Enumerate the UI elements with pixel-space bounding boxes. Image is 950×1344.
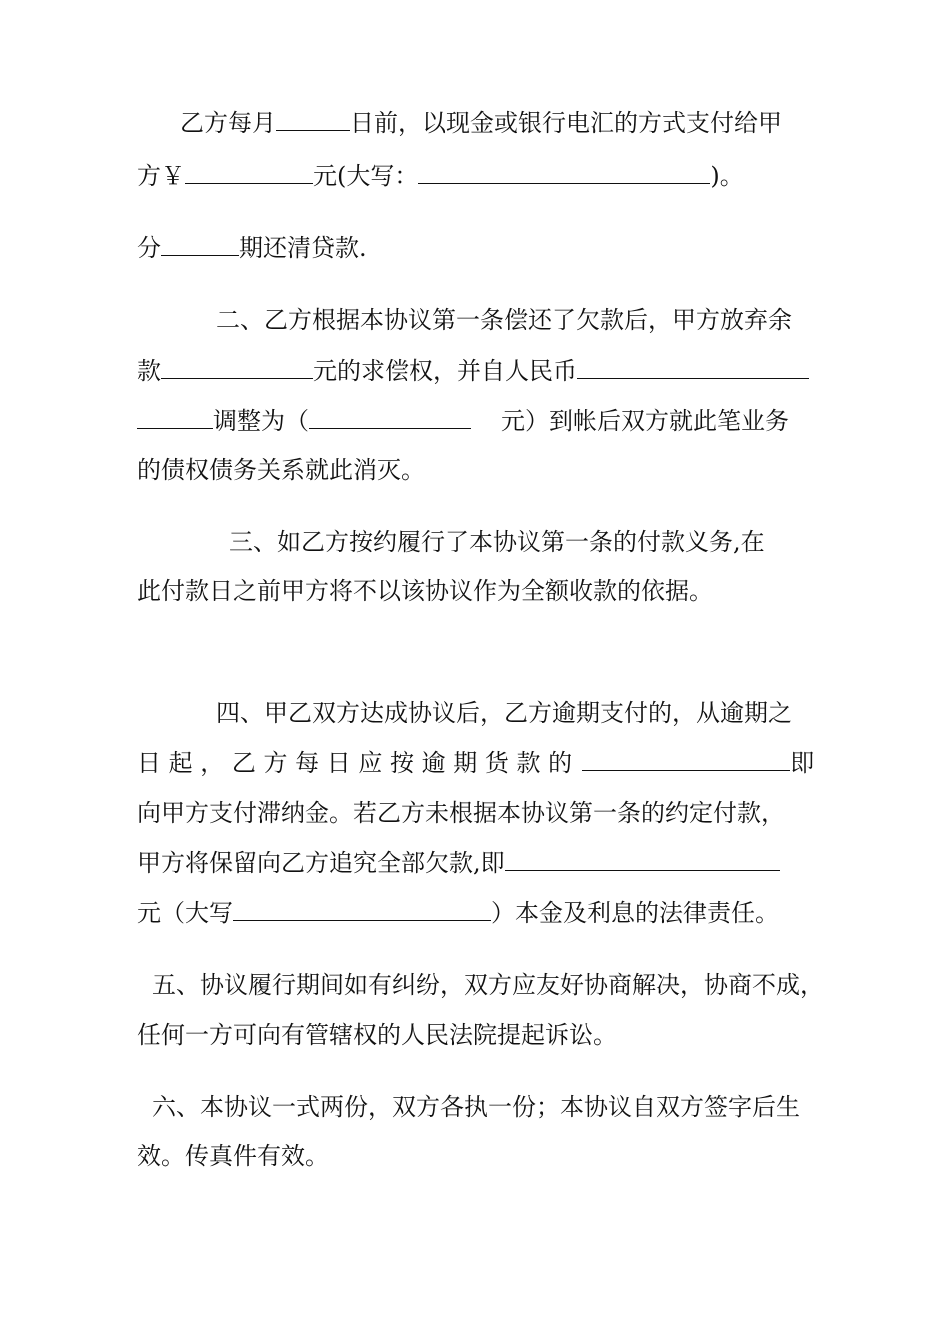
text: 四、甲乙双方达成协议后，乙方逾期支付的，从逾期之 bbox=[216, 699, 792, 727]
amount-blank[interactable] bbox=[185, 163, 313, 184]
text: 日前，以现金或银行电汇的方式支付给甲 bbox=[350, 109, 782, 137]
day-blank[interactable] bbox=[276, 110, 350, 131]
text: 款 bbox=[137, 357, 161, 385]
clause-2-line-1 bbox=[216, 305, 792, 335]
clause-4-line-1 bbox=[216, 698, 792, 728]
clause-5-line-1 bbox=[152, 970, 824, 1000]
text: 六、本协议一式两份，双方各执一份；本协议自双方签字后生 bbox=[152, 1093, 800, 1121]
adjust-blank[interactable] bbox=[137, 408, 213, 429]
installments-blank[interactable] bbox=[161, 235, 239, 256]
text: 元的求偿权，并自人民币 bbox=[313, 357, 577, 385]
clause-4-line-2 bbox=[137, 748, 817, 778]
text: ）本金及利息的法律责任。 bbox=[491, 899, 779, 927]
text: 向甲方支付滞纳金。若乙方未根据本协议第一条的约定付款， bbox=[137, 799, 785, 827]
clause-2-line-4 bbox=[137, 455, 425, 485]
clause-5-line-2 bbox=[137, 1020, 617, 1050]
clause-2-line-2 bbox=[137, 356, 817, 386]
clause-6-line-2 bbox=[137, 1141, 329, 1171]
total-debt-blank[interactable] bbox=[505, 850, 780, 871]
rmb-blank[interactable] bbox=[577, 358, 809, 379]
installments-line bbox=[137, 233, 537, 263]
text: 调整为（ bbox=[213, 407, 309, 435]
text: 五、协议履行期间如有纠纷，双方应友好协商解决，协商不成， bbox=[152, 971, 824, 999]
clause-6-line-1 bbox=[152, 1092, 800, 1122]
adjusted-amount-blank[interactable] bbox=[309, 408, 471, 429]
payment-line-2 bbox=[137, 161, 817, 191]
text: 元（大写 bbox=[137, 899, 233, 927]
clause-4-line-4 bbox=[137, 848, 817, 878]
text: )。 bbox=[710, 162, 744, 190]
text: 此付款日之前甲方将不以该协议作为全额收款的依据。 bbox=[137, 577, 713, 605]
clause-2-line-3 bbox=[137, 406, 817, 436]
total-debt-capital-blank[interactable] bbox=[233, 900, 491, 921]
waived-amount-blank[interactable] bbox=[161, 358, 313, 379]
text: 二、乙方根据本协议第一条偿还了欠款后，甲方放弃余 bbox=[216, 306, 792, 334]
text: 元）到帐后双方就此笔业务 bbox=[501, 407, 789, 435]
text: 乙方每月 bbox=[180, 109, 276, 137]
text: 任何一方可向有管辖权的人民法院提起诉讼。 bbox=[137, 1021, 617, 1049]
text: 期还清贷款. bbox=[239, 234, 367, 262]
text: 元(大写： bbox=[313, 162, 419, 190]
clause-4-line-3 bbox=[137, 798, 785, 828]
text: 的债权债务关系就此消灭。 bbox=[137, 456, 425, 484]
clause-3-line-1 bbox=[229, 527, 765, 557]
text: 三、如乙方按约履行了本协议第一条的付款义务,在 bbox=[229, 528, 765, 556]
amount-capital-blank[interactable] bbox=[418, 163, 710, 184]
text: 甲方将保留向乙方追究全部欠款,即 bbox=[137, 849, 505, 877]
text: 即 bbox=[790, 749, 815, 777]
text: 方￥ bbox=[137, 162, 185, 190]
clause-4-line-5 bbox=[137, 898, 779, 928]
text: 分 bbox=[137, 234, 161, 262]
text: 效。传真件有效。 bbox=[137, 1142, 329, 1170]
text: 日 起 ， 乙 方 每 日 应 按 逾 期 货 款 的 bbox=[137, 749, 573, 777]
clause-3-line-2 bbox=[137, 576, 713, 606]
payment-line-1 bbox=[180, 108, 820, 138]
penalty-rate-blank[interactable] bbox=[582, 750, 790, 771]
